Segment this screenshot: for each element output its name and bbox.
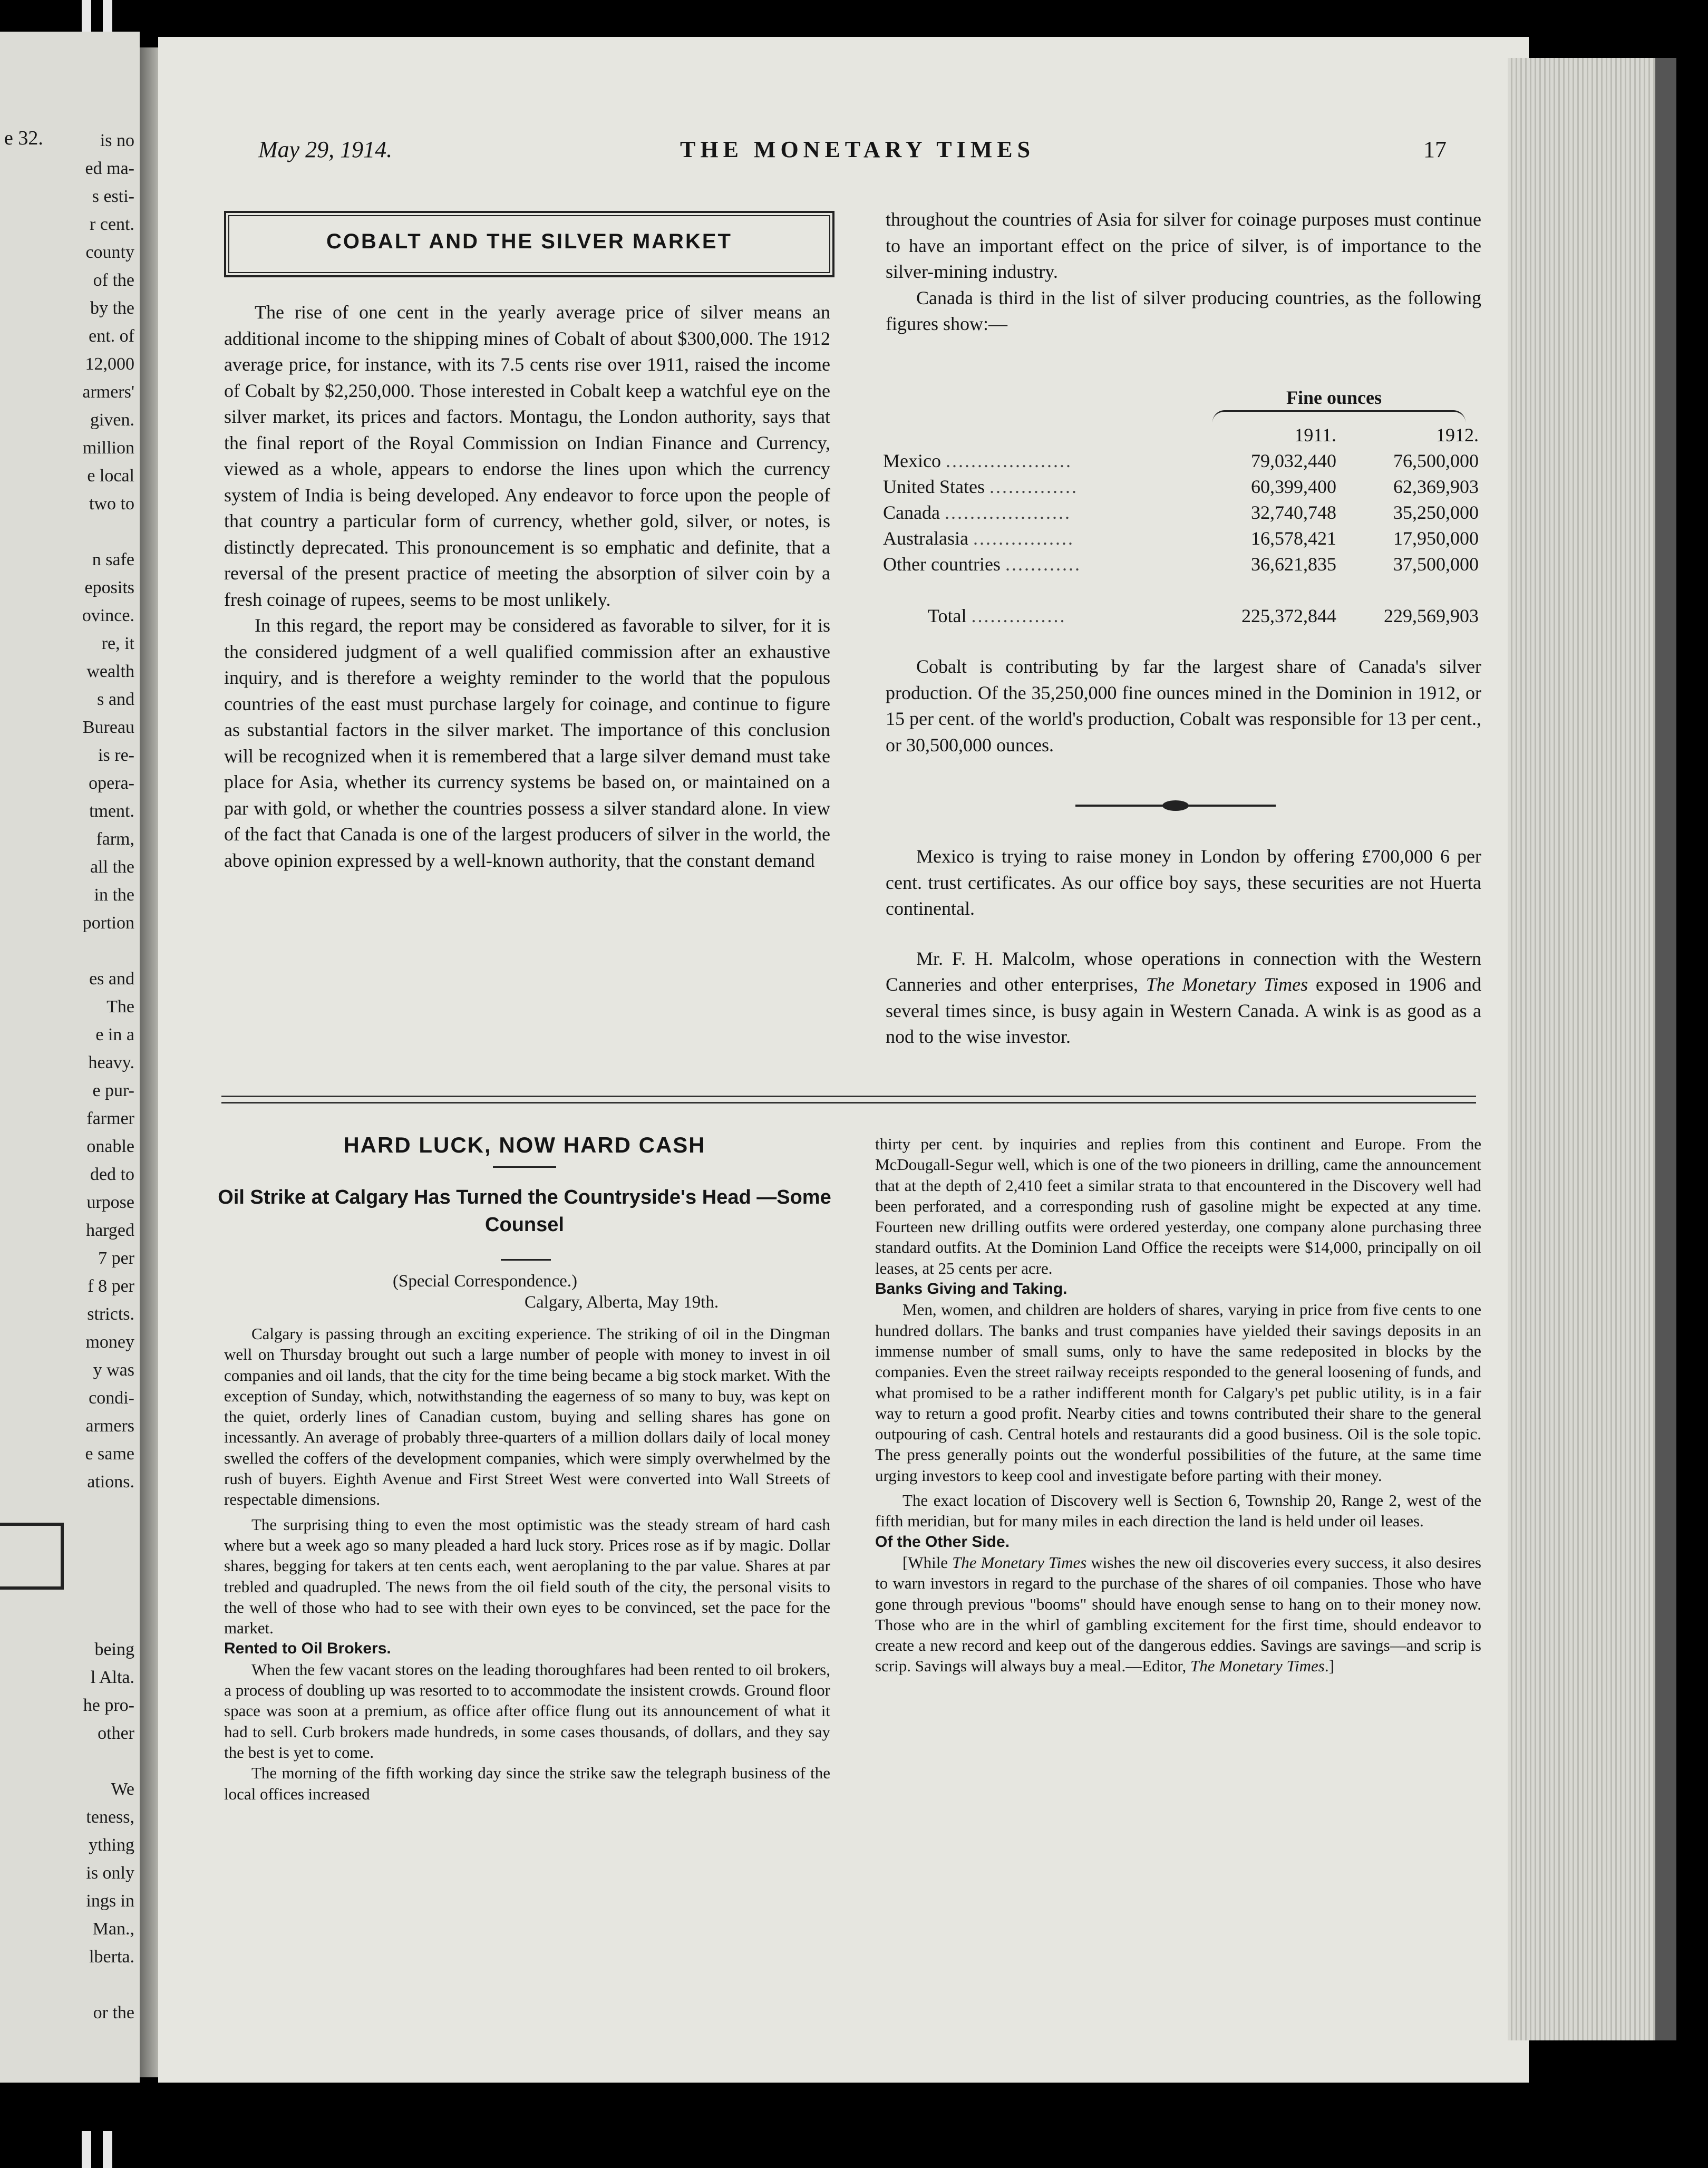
leader-dots: .............. [989, 476, 1078, 497]
table-row [883, 499, 1479, 525]
value-1912: 37,500,000 [1393, 553, 1479, 575]
facing-page-text [8, 127, 134, 2027]
cobalt-column-right [886, 207, 1481, 337]
leader-dots: .................... [944, 501, 1071, 523]
facing-page-number: e 32. [4, 127, 43, 149]
short-rule [493, 1166, 556, 1168]
facing-page-line: county [85, 243, 134, 262]
table-row [883, 473, 1479, 499]
facing-page-line: r cent. [90, 215, 134, 234]
facing-page-line: armers [85, 1416, 134, 1436]
facing-page-line: eposits [84, 578, 134, 597]
hard-luck-paragraph: The surprising thing to even the most optimistic was the steady stream of hard cash where but a week ago so many pleaded a hard luck story. Prices rose as if by magic. Dollar shares, begging for takers at ten cents each, went aeroplaning to the par value. Shares at par trebled and quadrupled. The news from the oil field south of the city, the personal visits to the well of those who had to see with their own eyes to be convinced, set the pace for the market. [224, 1515, 830, 1638]
cobalt-paragraph: Canada is third in the list of silver producing countries, as the following figures show:— [886, 287, 1481, 334]
facing-page-line: by the [90, 298, 134, 318]
book-gutter [140, 47, 161, 2077]
facing-page-line: stricts. [87, 1304, 134, 1324]
facing-page-line: ent. of [89, 326, 134, 346]
cobalt-column-right-bottom [886, 654, 1481, 758]
value-1912: 62,369,903 [1393, 476, 1479, 497]
facing-page-line: We [111, 1779, 134, 1799]
hard-luck-paragraph: The morning of the fifth working day since the strike saw the telegraph business of the local offices increased [224, 1764, 830, 1803]
page-edges [1508, 58, 1655, 2040]
malcolm-note [886, 946, 1481, 1050]
facing-page-line: is no [100, 131, 134, 150]
facing-page-fragment [0, 32, 140, 2083]
facing-page-line: e in a [95, 1025, 134, 1044]
total-label: Total [928, 605, 967, 626]
ornamental-rule-center [1162, 800, 1189, 811]
value-1911: 79,032,440 [1251, 450, 1336, 471]
facing-page-line [8, 1608, 134, 1635]
facing-page-line: s and [97, 690, 134, 709]
country-name: United States [883, 476, 985, 497]
byline: (Special Correspondence.) [393, 1272, 578, 1291]
facing-page-line: y was [93, 1360, 134, 1380]
facing-page-line [8, 1971, 134, 1999]
hard-luck-paragraph: Men, women, and children are holders of shares, varying in price from five cents to one hundred dollars. The banks and trust companies have yielded their savings deposits in an immense number of small sums, only to have the same redeposited in blocks by the companies. Even the street railway receipts responded to the general loosening of funds, and what promised to be a rather indifferent month for Calgary's pet public utility, is in a fair way to return a good profit. Nearby cities and towns contributed their share to the general outpouring of cash. Central hotels and restaurants did a good business. Oil is the sole topic. The press generally points out the wonderful possibilities of the future, at the same time urging investors to keep cool and investigate before parting with their money. [875, 1300, 1481, 1485]
facing-page-line: n safe [92, 550, 134, 569]
hard-luck-paragraph: thirty per cent. by inquiries and replies from this continent and Europe. From the McDougall-Segur well, which is one of the two pioneers in drilling, came the announcement that at the depth of 2,410 feet a similar strata to that encountered in the Discovery well had been perforated, and a corresponding rush of gasoline might be expected at any time. Fourteen new drilling outfits were ordered yesterday, one company alone purchasing three standard outfits. At the Dominion Land Office the receipts were $14,000, principally on oil leases, at 25 cents per acre. [875, 1135, 1481, 1277]
malcolm-text: Mr. F. H. Malcolm, whose operations in connection with the Western Canneries and other enterprises, [886, 947, 1481, 995]
silver-production-table [883, 422, 1479, 628]
facing-page-line: heavy. [88, 1053, 134, 1072]
table-header-row [883, 422, 1479, 448]
cobalt-paragraph: In this regard, the report may be considered as favorable to silver, for it is the considered judgment of a well qualified commission after an exhaustive inquiry, and is therefore a weighty reminder to the world that the populous countries of the east must purchase largely for coinage, and continue to figure as substantial factors in the silver market. The importance of this conclusion will be recognized when it is remembered that a large silver demand must take place for Asia, whether its currency systems be based on, or maintained on a par with gold, or whether the countries possess a silver standard alone. In view of the fact that Canada is one of the largest producers of silver in the world, the above opinion expressed by a well-known authority, that the constant demand [224, 615, 830, 871]
value-1911: 60,399,400 [1251, 476, 1336, 497]
hard-luck-paragraph: The exact location of Discovery well is Section 6, Township 20, Range 2, west of the fifth meridian, but for many miles in each direction the land is held under oil leases. [875, 1491, 1481, 1531]
leader-dots: ............... [971, 605, 1066, 626]
facing-page-line: urpose [86, 1193, 134, 1212]
malcolm-italic: The Monetary Times [1146, 974, 1308, 995]
facing-page-line: 12,000 [85, 354, 134, 374]
subhead-rented: Rented to Oil Brokers. [224, 1640, 391, 1658]
short-rule [501, 1259, 551, 1261]
facing-page-line: ings in [86, 1891, 134, 1911]
facing-page-line: ations. [87, 1472, 134, 1492]
facing-page-line: of the [93, 270, 134, 290]
table-group-header: Fine ounces [1286, 387, 1382, 408]
cobalt-paragraph: Cobalt is contributing by far the largest share of Canada's silver production. Of the 35,250,000 fine ounces mined in the Dominion in 1912, or 15 per cent. of the world's production, Cobalt was responsible for 13 per cent., or 30,500,000 ounces. [886, 656, 1481, 756]
film-sprocket-hole [103, 2131, 112, 2168]
total-1911: 225,372,844 [1241, 605, 1336, 626]
facing-page-line: re, it [101, 634, 134, 653]
header-date: May 29, 1914. [258, 137, 393, 162]
country-name: Australasia [883, 527, 968, 549]
table-total-row [883, 603, 1479, 628]
dateline: Calgary, Alberta, May 19th. [525, 1293, 719, 1312]
leader-dots: .................... [945, 450, 1072, 471]
col-1911-header: 1911. [1294, 424, 1336, 446]
facing-page-line: Bureau [82, 718, 134, 737]
facing-page-line: 7 per [98, 1248, 134, 1268]
table-brace [1212, 410, 1466, 422]
facing-page-line [8, 1747, 134, 1775]
editor-note [875, 1552, 1481, 1677]
hard-luck-paragraph: Calgary is passing through an exciting experience. The striking of oil in the Dingman well on Thursday brought out such a large number of people with money to invest in oil companies and oil lands, that the city for the time being became a big stock market. With the exception of Sunday, which, notwithstanding the eagerness of so many to buy, was kept on the quiet, orderly lines of Canadian custom, buying and selling shares has gone on incessantly. An average of probably three-quarters of a million dollars daily of local money swelled the coffers of the development companies, which were simply overwhelmed by the rush of buyers. Eighth Avenue and First Street West were converted into Wall Streets of respectable dimensions. [224, 1324, 830, 1509]
leader-dots: ................ [973, 527, 1074, 549]
facing-page-line: e same [85, 1444, 134, 1464]
hard-luck-subtitle: Oil Strike at Calgary Has Turned the Countryside's Head —Some Counsel [218, 1186, 831, 1236]
facing-page-line: is only [86, 1863, 134, 1883]
facing-page-line: farm, [96, 829, 134, 849]
value-1912: 76,500,000 [1393, 450, 1479, 471]
facing-page-box [0, 1523, 64, 1590]
facing-page-line: tment. [89, 801, 134, 821]
value-1911: 16,578,421 [1251, 527, 1336, 549]
facing-page-line: ything [89, 1835, 134, 1855]
facing-page-line: ed ma- [85, 159, 134, 178]
facing-page-line: given. [90, 410, 134, 430]
cobalt-title: COBALT AND THE SILVER MARKET [326, 230, 732, 253]
facing-page-line: l Alta. [90, 1668, 134, 1687]
mexico-note: Mexico is trying to raise money in London by offering £700,000 6 per cent. trust certificates. As our office boy says, these securities are not Huerta continental. [886, 846, 1481, 919]
facing-page-line: The [106, 997, 134, 1017]
facing-page-line: he pro- [83, 1696, 134, 1715]
table-row [883, 551, 1479, 577]
facing-page-line: other [98, 1724, 134, 1743]
value-1911: 32,740,748 [1251, 501, 1336, 523]
table-row [883, 448, 1479, 473]
facing-page-line: e pur- [92, 1081, 134, 1100]
facing-page-line: two to [89, 494, 134, 514]
facing-page-line: being [94, 1640, 134, 1659]
value-1912: 17,950,000 [1393, 527, 1479, 549]
section-divider [221, 1102, 1476, 1104]
editor-italic: The Monetary Times [952, 1553, 1087, 1572]
facing-page-line: onable [86, 1137, 134, 1156]
facing-page-line: ded to [90, 1165, 134, 1184]
facing-page-line: all the [90, 857, 134, 877]
cobalt-column-left [224, 299, 830, 874]
subhead-other-side: Of the Other Side. [875, 1533, 1010, 1551]
hard-luck-title: HARD LUCK, NOW HARD CASH [343, 1133, 706, 1157]
editor-text: wishes the new oil discoveries every success, it also desires to warn investors in regard to the purchase of the shares of oil companies. Those who have gone through previous "booms" should have enough sense to hang on to their money now. Those who are in the whirl of gambling excitement for the first time, should endeavor to create a new record and keep out of the dangerous eddies. Savings are savings—and scrip is scrip. Savings will always buy a meal.—Editor, [875, 1553, 1481, 1676]
facing-page-line: in the [94, 885, 134, 905]
facing-page-line: teness, [86, 1807, 134, 1827]
value-1912: 35,250,000 [1393, 501, 1479, 523]
facing-page-line [8, 1496, 134, 1524]
header-title: THE MONETARY TIMES [680, 137, 1035, 162]
film-sprocket-hole [82, 2131, 91, 2168]
facing-page-line: farmer [86, 1109, 134, 1128]
malcolm-text: exposed in 1906 and several times since, is busy again in Western Canada. A wink is as good as a nod to the wise investor. [886, 974, 1481, 1047]
country-name: Mexico [883, 450, 941, 471]
facing-page-line: f 8 per [88, 1276, 134, 1296]
hard-luck-paragraph: When the few vacant stores on the leading thoroughfares had been rented to oil brokers, a process of doubling up was resorted to to accommodate the insistent crowds. Ground floor space was soon at a premium, as office after office flung out its announcement of what it had to sell. Curb brokers made hundreds, in some cases thousands, of dollars, and they say the best is yet to come. [224, 1660, 830, 1762]
facing-page-line: is re- [98, 746, 134, 765]
hard-luck-column-left [224, 1323, 830, 1804]
facing-page-line: money [85, 1332, 134, 1352]
cobalt-paragraph: The rise of one cent in the yearly average price of silver means an additional income to the shipping mines of Cobalt of about $300,000. The 1912 average price, for instance, with its 7.5 cents rise over 1911, raised the income of Cobalt by $2,250,000. Those interested in Cobalt keep a watchful eye on the silver market, its prices and factors. Montagu, the London authority, says that the final report of the Royal Commission on Indian Finance and Currency, viewed as a whole, appears to endorse the lines upon which the currency system of India is being developed. Any endeavor to force upon the people of that country a particular form of currency, whether gold, silver, or notes, is distinctly deprecated. This pronouncement is so emphatic and definite, that a reversal of the present practice of meeting the absorption of silver coin by a fresh coinage of rupees, seems to be most unlikely. [224, 302, 830, 610]
notes-column [886, 844, 1481, 1050]
facing-page-line: e local [87, 466, 134, 486]
facing-page-line: million [82, 438, 134, 458]
total-1912: 229,569,903 [1384, 605, 1479, 626]
facing-page-line: s esti- [92, 187, 134, 206]
facing-page-line: Man., [92, 1919, 134, 1939]
header-page-number: 17 [1423, 137, 1447, 162]
leader-dots: ............ [1005, 553, 1081, 575]
hard-luck-column-right [875, 1134, 1481, 1677]
col-1912-header: 1912. [1436, 424, 1479, 446]
section-divider [221, 1096, 1476, 1097]
country-name: Other countries [883, 553, 1001, 575]
country-name: Canada [883, 501, 940, 523]
editor-text: [While [902, 1553, 953, 1572]
editor-text: .] [1324, 1657, 1334, 1676]
cobalt-title-box [224, 211, 834, 277]
value-1911: 36,621,835 [1251, 553, 1336, 575]
facing-page-line [8, 937, 134, 965]
subhead-banks: Banks Giving and Taking. [875, 1280, 1068, 1298]
page-edge-shadow [1655, 58, 1676, 2040]
facing-page-line: lberta. [89, 1947, 134, 1967]
facing-page-line: portion [82, 913, 134, 933]
facing-page-line: condi- [89, 1388, 134, 1408]
facing-page-line [8, 518, 134, 546]
editor-italic: The Monetary Times [1190, 1657, 1325, 1676]
facing-page-line: wealth [86, 662, 134, 681]
facing-page-line: or the [93, 2003, 134, 2022]
cobalt-paragraph: throughout the countries of Asia for silver for coinage purposes must continue to have an important effect on the price of silver, is of importance to the silver-mining industry. [886, 209, 1481, 282]
table-row [883, 525, 1479, 551]
facing-page-line: es and [89, 969, 134, 989]
facing-page-line: ovince. [82, 606, 134, 625]
facing-page-line: harged [86, 1221, 134, 1240]
facing-page-line: armers' [82, 382, 134, 402]
facing-page-line: opera- [89, 773, 134, 793]
